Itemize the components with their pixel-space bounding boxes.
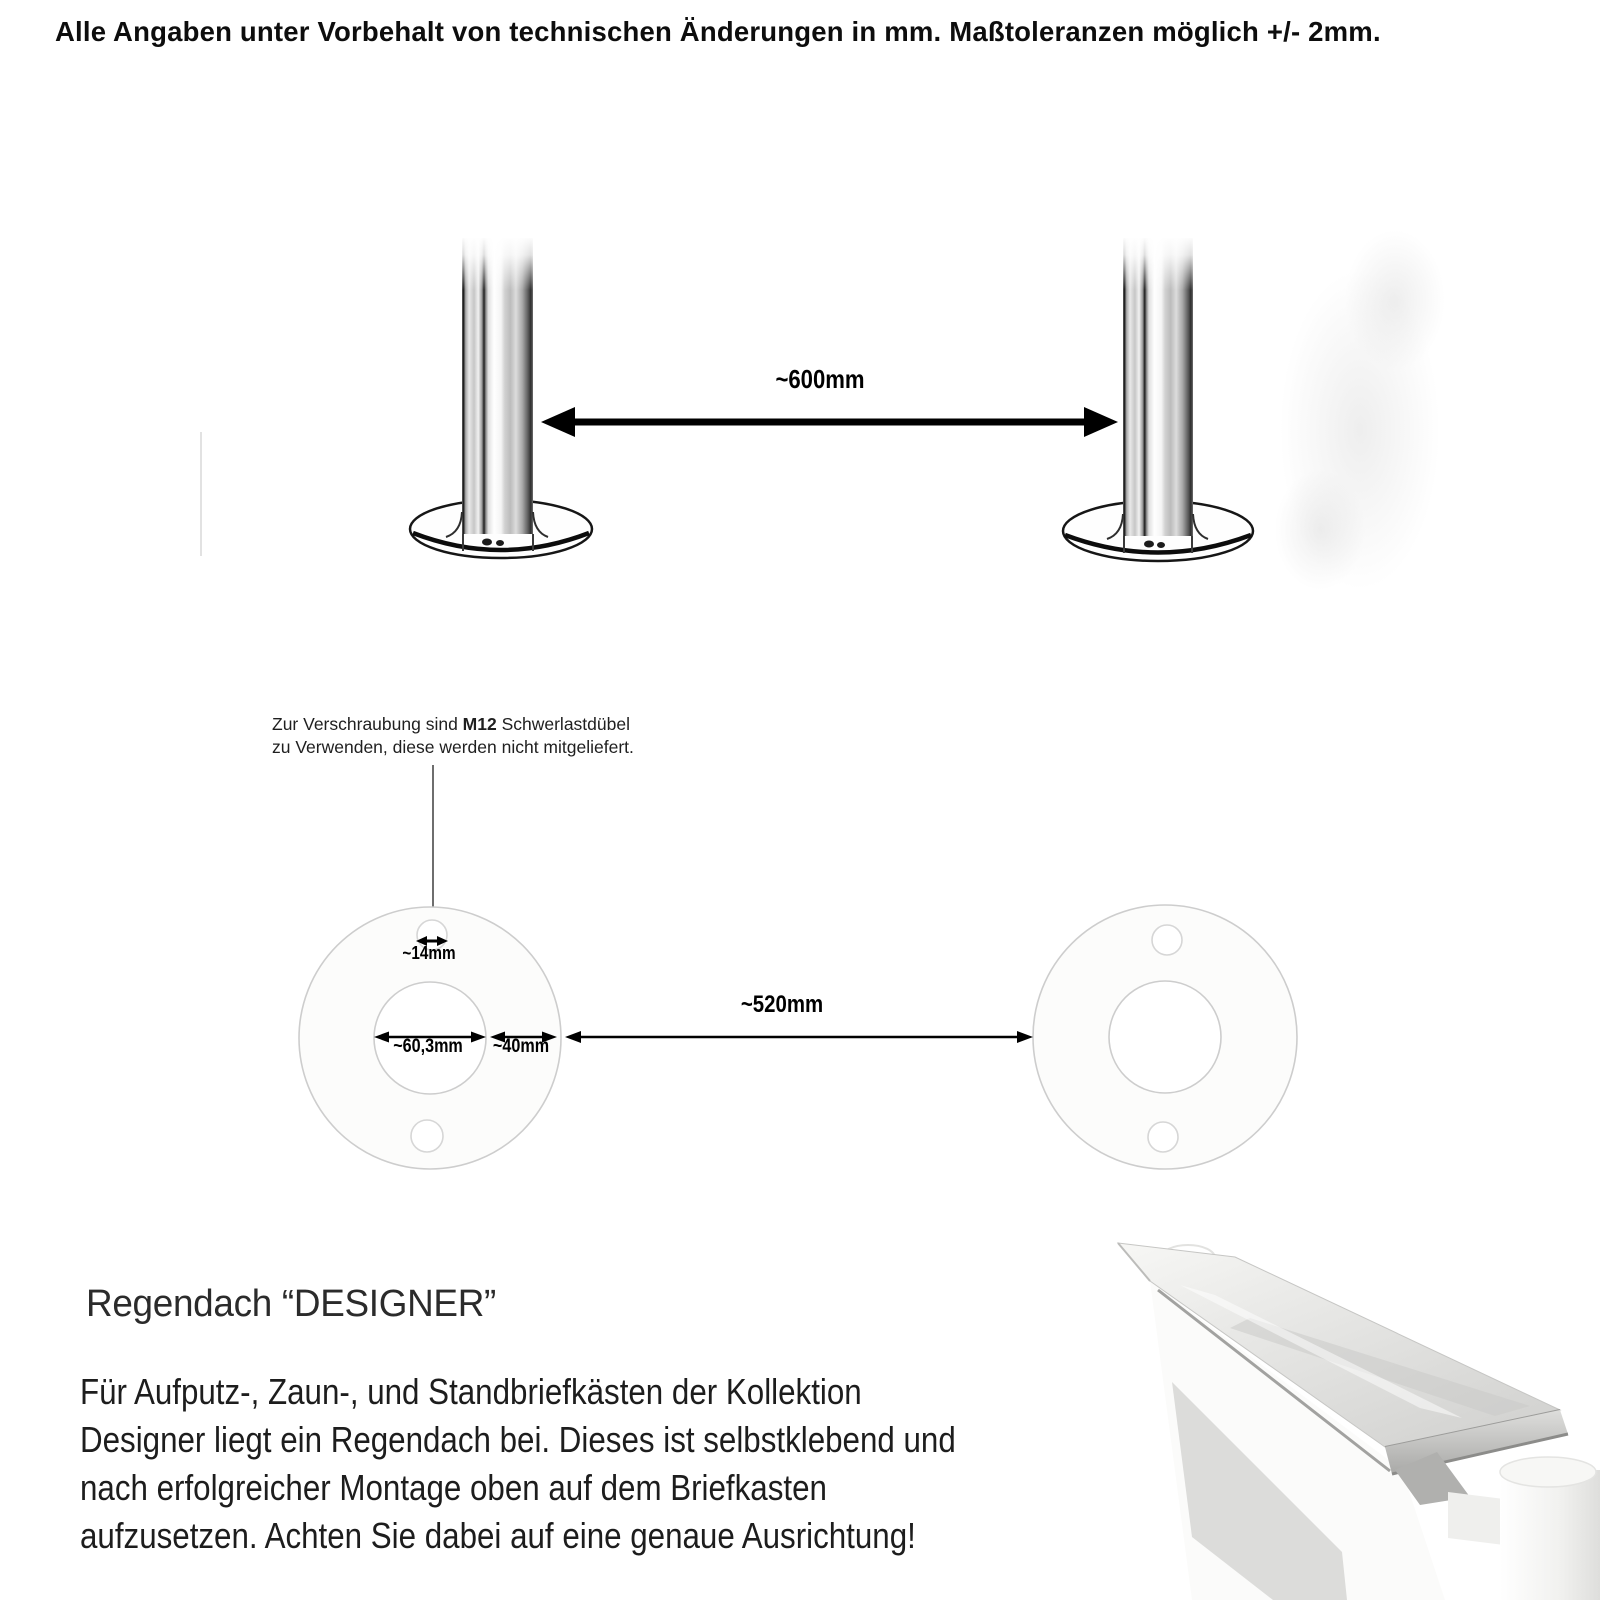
rain-roof-description (80, 1368, 956, 1560)
dimension-arrow-flange-spacing (565, 1031, 1033, 1043)
disclaimer-text: Alle Angaben unter Vorbehalt von technischen Änderungen in mm. Maßtoleranzen möglich +/- 2mm. (55, 16, 1381, 47)
rain-roof-description-line: nach erfolgreicher Montage oben auf dem Briefkasten (80, 1467, 827, 1508)
rain-roof-description-line: aufzusetzen. Achten Sie dabei auf eine genaue Ausrichtung! (80, 1515, 916, 1556)
anchor-note-line1-suffix: Schwerlastdübel (496, 714, 630, 734)
rain-roof-product-photo (1118, 1243, 1600, 1600)
post-left (410, 236, 592, 558)
dimension-arrow-post-spacing (541, 407, 1118, 437)
rain-roof-heading: Regendach “DESIGNER” (86, 1283, 497, 1325)
dimension-label-flange-spacing: ~520mm (740, 991, 824, 1018)
dimension-label-ring-width: ~40mm (492, 1036, 550, 1057)
scan-noise (201, 230, 1445, 590)
anchor-note-line2: zu Verwenden, diese werden nicht mitgeliefert. (272, 737, 634, 757)
anchor-note (272, 713, 634, 759)
post-right (1063, 236, 1253, 561)
dimension-label-bolt-hole: ~14mm (402, 943, 456, 963)
flange-top-view-right (1033, 905, 1297, 1169)
rain-roof-description-line: Für Aufputz-, Zaun-, und Standbriefkästen der Kollektion (80, 1371, 862, 1412)
anchor-note-line1-prefix: Zur Verschraubung sind (272, 714, 463, 734)
rain-roof-description-line: Designer liegt ein Regendach bei. Dieses ist selbstklebend und (80, 1419, 956, 1460)
anchor-note-bolt-size: M12 (462, 714, 497, 734)
dimension-label-post-spacing: ~600mm (775, 364, 865, 394)
anchor-note-leader-line (429, 765, 438, 931)
anchor-note-line1 (272, 713, 634, 736)
dimension-label-pipe-diameter: ~60,3mm (393, 1036, 463, 1057)
